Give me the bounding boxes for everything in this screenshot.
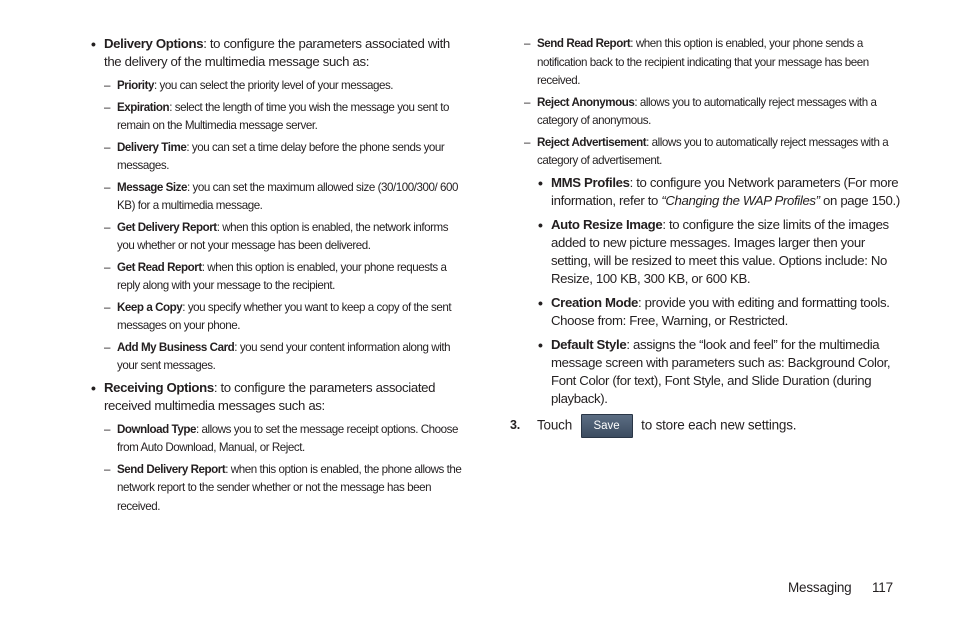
step-3 <box>510 414 902 438</box>
description: : allows you to automatically reject messages with a category of anonymous. <box>537 95 877 127</box>
sub-item-expiration <box>90 99 462 136</box>
term: Reject Anonymous <box>537 95 635 109</box>
step-text-before: Touch <box>537 417 573 433</box>
term: Get Delivery Report <box>117 220 217 234</box>
sub-item-reject-advertisement <box>510 134 902 171</box>
description: : to configure the parameters associated with the delivery of the multimedia message such as: <box>104 36 450 69</box>
term: Default Style <box>551 336 627 352</box>
left-column <box>90 35 462 519</box>
term: Creation Mode <box>551 294 639 310</box>
sub-item-reject-anonymous <box>510 94 902 131</box>
term: Download Type <box>117 422 196 436</box>
save-button[interactable]: Save <box>581 414 633 438</box>
description: : to configure you Network parameters (For more information, refer to <box>551 174 899 208</box>
term: Delivery Options <box>104 36 204 51</box>
term: Receiving Options <box>104 379 214 395</box>
term: MMS Profiles <box>551 174 630 190</box>
default-style-item <box>537 336 902 408</box>
description: : you can set a time delay before the phone sends your messages. <box>117 140 445 172</box>
page-number: 117 <box>872 580 893 595</box>
sub-item-priority <box>90 77 462 96</box>
description: : select the length of time you wish the message you sent to remain on the Multimedia message server. <box>117 100 449 132</box>
description: : you send your content information along with your sent messages. <box>117 340 451 372</box>
description: : when this option is enabled, your phone sends a notification back to the recipient indicating that your message has been received. <box>537 37 869 87</box>
description: : you specify whether you want to keep a copy of the sent messages on your phone. <box>117 300 452 332</box>
term: Message Size <box>117 180 187 194</box>
term: Auto Resize Image <box>551 216 663 232</box>
sub-item-download-type <box>90 421 462 458</box>
sub-item-send-delivery-report <box>90 461 462 517</box>
description: : provide you with editing and formatting tools. Choose from: Free, Warning, or Restricted. <box>551 294 890 328</box>
delivery-options-item <box>90 35 462 71</box>
term: Keep a Copy <box>117 300 183 314</box>
step-number: 3. <box>510 417 521 432</box>
mms-profiles-item <box>537 174 902 210</box>
sub-item-message-size <box>90 179 462 216</box>
sub-item-get-delivery-report <box>90 219 462 256</box>
term: Expiration <box>117 100 170 114</box>
term: Priority <box>117 79 154 92</box>
term: Send Delivery Report <box>117 462 226 476</box>
term: Reject Advertisement <box>537 135 647 149</box>
term: Add My Business Card <box>117 340 235 354</box>
description: : when this option is enabled, the phone allows the network report to the sender whether or not the message has been received. <box>117 462 462 513</box>
description: : allows you to automatically reject messages with a category of advertisement. <box>537 135 889 167</box>
description: : you can set the maximum allowed size (30/100/300/ 600 KB) for a multimedia message. <box>117 180 459 212</box>
cross-reference-link[interactable]: “Changing the WAP Profiles” <box>661 192 820 208</box>
section-name: Messaging <box>788 580 852 595</box>
description-end: on page 150.) <box>819 192 900 208</box>
sub-item-keep-a-copy <box>90 299 462 336</box>
term: Get Read Report <box>117 260 202 274</box>
description: : when this option is enabled, the network informs you whether or not your message has been delivered. <box>117 220 449 252</box>
description: : to configure the parameters associated received multimedia messages such as: <box>104 379 436 413</box>
sub-item-send-read-report <box>510 35 902 91</box>
auto-resize-image-item <box>537 216 902 288</box>
receiving-options-item <box>90 379 462 415</box>
right-column <box>510 35 902 438</box>
description: : assigns the “look and feel” for the multimedia message screen with parameters such as: Background Color, Font Color (for text), Font Style, and Slide Duration (during playback). <box>551 336 891 406</box>
step-text-after: to store each new settings. <box>641 417 797 433</box>
description: : you can select the priority level of your messages. <box>154 79 394 92</box>
term: Send Read Report <box>537 37 631 50</box>
description: : when this option is enabled, your phone requests a reply along with your message to the recipient. <box>117 260 447 292</box>
term: Delivery Time <box>117 140 187 154</box>
description: : to configure the size limits of the images added to new picture messages. Images larger then your setting, will be resized to meet this value. Options include: No Resize, 100 KB, 300 KB, or 600 KB. <box>551 216 889 286</box>
sub-item-delivery-time <box>90 139 462 176</box>
sub-item-add-business-card <box>90 339 462 376</box>
description: : allows you to set the message receipt options. Choose from Auto Download, Manual, or Reject. <box>117 422 459 454</box>
creation-mode-item <box>537 294 902 330</box>
sub-item-get-read-report <box>90 259 462 296</box>
